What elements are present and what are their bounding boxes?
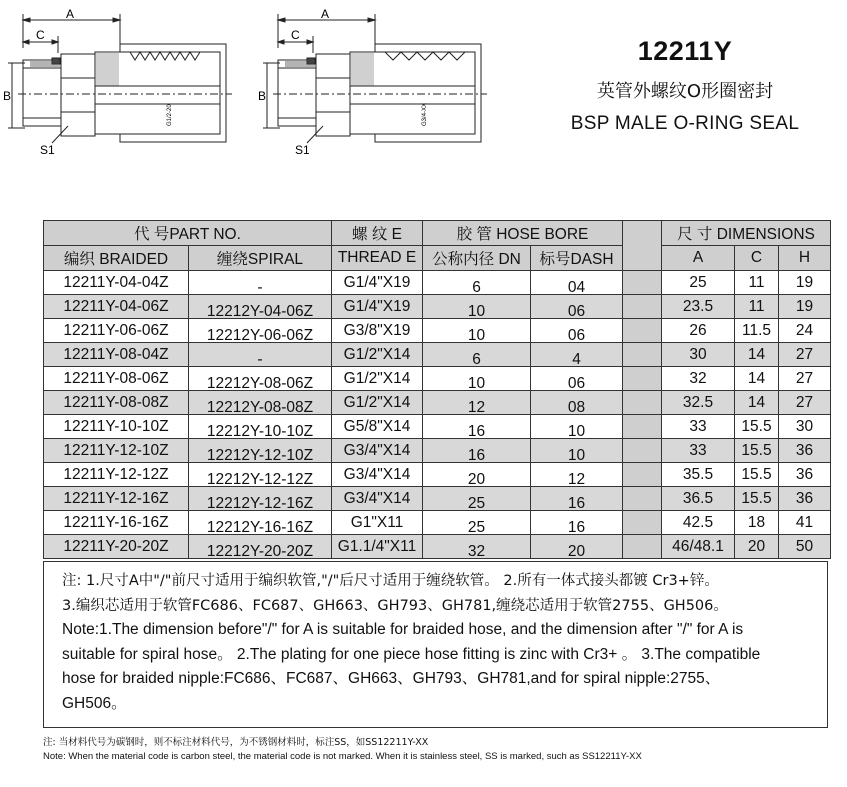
header-spiral: 缠绕SPIRAL <box>189 246 332 271</box>
cell-spiral <box>189 511 332 535</box>
table-row <box>44 391 831 415</box>
cell-spiral <box>189 319 332 343</box>
header-part-no: 代 号PART NO. <box>44 221 332 246</box>
cell-thread: G1/2"X14 <box>332 391 423 415</box>
cell-spiral <box>189 415 332 439</box>
header-hose-bore: 胶 管 HOSE BORE <box>423 221 623 246</box>
header-c: C <box>735 246 779 271</box>
cell-dn <box>423 439 531 463</box>
header-braided: 编织 BRAIDED <box>44 246 189 271</box>
dim-s1-label: S1 <box>295 143 310 157</box>
product-name-en: BSP MALE O-RING SEAL <box>570 113 800 134</box>
cell-c: 14 <box>735 391 779 415</box>
cell-h: 30 <box>779 415 831 439</box>
table-row <box>44 415 831 439</box>
cell-spiral <box>189 487 332 511</box>
footer-en: Note: When the material code is carbon steel, the material code is not marked. When it is stainless steel, SS is marked, such as SS12211Y-XX <box>43 751 642 762</box>
cell-dn <box>423 391 531 415</box>
cell-thread: G3/4"X14 <box>332 463 423 487</box>
cell-dn <box>423 487 531 511</box>
cell-spiral <box>189 343 332 367</box>
cell-a: 25 <box>662 271 735 295</box>
cell-braided: 12211Y-16-16Z <box>44 511 189 535</box>
cell-spiral-text: - <box>257 350 263 367</box>
cell-dash <box>531 343 623 367</box>
cell-braided: 12211Y-08-06Z <box>44 367 189 391</box>
dim-a-label: A <box>321 8 330 21</box>
cell-dn <box>423 295 531 319</box>
cell-blank <box>623 343 662 367</box>
cell-c: 15.5 <box>735 463 779 487</box>
cell-a: 32 <box>662 367 735 391</box>
header-dash: 标号DASH <box>531 246 623 271</box>
cell-blank <box>623 535 662 559</box>
notes-box <box>43 561 828 728</box>
cell-dn <box>423 535 531 559</box>
cell-c: 18 <box>735 511 779 535</box>
header-h: H <box>779 246 831 271</box>
cell-h: 19 <box>779 271 831 295</box>
cell-spiral-text: 12212Y-04-06Z <box>206 302 314 319</box>
dim-b-label: B <box>258 89 267 103</box>
table-row <box>44 439 831 463</box>
cell-blank <box>623 439 662 463</box>
cell-thread: G3/4"X14 <box>332 487 423 511</box>
table-row <box>44 295 831 319</box>
cell-spiral-text: 12212Y-12-12Z <box>206 470 314 487</box>
note-en-line-2: suitable for spiral hose。 2.The plating for one piece hose fitting is zinc with Cr3+ 。 3.The compatible <box>62 645 761 663</box>
cell-braided: 12211Y-10-10Z <box>44 415 189 439</box>
cell-h: 19 <box>779 295 831 319</box>
cell-h: 36 <box>779 487 831 511</box>
cell-braided: 12211Y-04-04Z <box>44 271 189 295</box>
table-row <box>44 271 831 295</box>
dim-c-label: C <box>291 28 300 42</box>
cell-dn-text: 16 <box>467 422 486 439</box>
cell-thread: G3/4"X14 <box>332 439 423 463</box>
cell-a: 35.5 <box>662 463 735 487</box>
table-row <box>44 319 831 343</box>
cell-spiral-text: 12212Y-16-16Z <box>206 518 314 535</box>
cell-braided: 12211Y-04-06Z <box>44 295 189 319</box>
cell-h: 24 <box>779 319 831 343</box>
dim-s1-label: S1 <box>40 143 55 157</box>
cell-braided: 12211Y-08-04Z <box>44 343 189 367</box>
note-en-line-4: GH506。 <box>62 694 127 712</box>
cell-thread: G1/2"X14 <box>332 343 423 367</box>
cell-h: 36 <box>779 463 831 487</box>
cell-a: 33 <box>662 415 735 439</box>
cell-dn-text: 16 <box>467 446 486 463</box>
cell-h: 41 <box>779 511 831 535</box>
product-name-cn: 英管外螺纹O形圈密封 <box>596 81 774 102</box>
cell-braided: 12211Y-12-12Z <box>44 463 189 487</box>
header-a: A <box>662 246 735 271</box>
cell-blank <box>623 295 662 319</box>
cell-a: 46/48.1 <box>662 535 735 559</box>
cell-dash <box>531 295 623 319</box>
cell-spiral-text: 12212Y-08-06Z <box>206 374 314 391</box>
cell-spiral-text: 12212Y-20-20Z <box>206 542 314 559</box>
cell-dn-text: 25 <box>467 494 486 511</box>
table-row <box>44 463 831 487</box>
cell-blank <box>623 487 662 511</box>
cell-braided: 12211Y-12-16Z <box>44 487 189 511</box>
note-cn-line-2: 3.编织芯适用于软管FC686、FC687、GH663、GH793、GH781,缠绕芯适用于软管2755、GH506。 <box>62 597 728 614</box>
cell-dash-text: 12 <box>567 470 586 487</box>
cell-blank <box>623 367 662 391</box>
cell-c: 15.5 <box>735 439 779 463</box>
footer-cn: 注: 当材料代号为碳钢时，则不标注材料代号，为不锈钢材料时，标注SS，如SS12211Y-XX <box>43 737 429 748</box>
table-row <box>44 487 831 511</box>
cell-a: 36.5 <box>662 487 735 511</box>
cell-h: 27 <box>779 343 831 367</box>
cell-blank <box>623 319 662 343</box>
product-code: 12211Y <box>637 36 733 66</box>
cell-dn <box>423 367 531 391</box>
cell-a: 23.5 <box>662 295 735 319</box>
cell-thread: G1.1/4"X11 <box>332 535 423 559</box>
footer-notes <box>43 736 833 764</box>
cell-c: 20 <box>735 535 779 559</box>
cell-a: 26 <box>662 319 735 343</box>
table-body <box>44 271 831 559</box>
note-cn-line-1: 注: 1.尺寸A中"/"前尺寸适用于编织软管,"/"后尺寸适用于缠绕软管。 2.所有一体式接头都镀 Cr3+锌。 <box>62 573 719 589</box>
cell-h: 27 <box>779 391 831 415</box>
cell-h: 50 <box>779 535 831 559</box>
dim-a-label: A <box>66 8 75 21</box>
cell-blank <box>623 463 662 487</box>
cell-dash <box>531 319 623 343</box>
cell-dash <box>531 487 623 511</box>
cell-blank <box>623 391 662 415</box>
cell-blank <box>623 415 662 439</box>
cell-c: 11.5 <box>735 319 779 343</box>
cell-spiral <box>189 367 332 391</box>
cell-c: 14 <box>735 343 779 367</box>
cell-dash-text: 16 <box>567 518 586 535</box>
cell-dn <box>423 271 531 295</box>
cell-blank <box>623 511 662 535</box>
cell-spiral-text: 12212Y-06-06Z <box>206 326 314 343</box>
cell-dash-text: 20 <box>567 542 586 559</box>
cell-braided: 12211Y-06-06Z <box>44 319 189 343</box>
cell-dash-text: 16 <box>567 494 586 511</box>
cell-spiral <box>189 271 332 295</box>
cell-braided: 12211Y-12-10Z <box>44 439 189 463</box>
cell-braided: 12211Y-20-20Z <box>44 535 189 559</box>
cell-dash-text: 4 <box>572 350 581 367</box>
cell-spiral <box>189 463 332 487</box>
cell-dn-text: 10 <box>467 374 486 391</box>
cell-spiral-text: 12212Y-08-08Z <box>206 398 314 415</box>
cell-spiral <box>189 439 332 463</box>
cell-dn-text: 6 <box>472 350 481 367</box>
cell-dn-text: 10 <box>467 326 486 343</box>
dim-c-label: C <box>36 28 45 42</box>
dim-b-label: B <box>3 89 12 103</box>
spec-table <box>43 220 831 559</box>
cell-h: 36 <box>779 439 831 463</box>
note-en-line-1: Note:1.The dimension before"/" for A is suitable for braided hose, and the dimension after "/" for A is <box>62 621 744 638</box>
cell-thread: G5/8"X14 <box>332 415 423 439</box>
cell-dash <box>531 391 623 415</box>
cell-dn <box>423 343 531 367</box>
cell-spiral-text: 12212Y-10-10Z <box>206 422 314 439</box>
cell-c: 11 <box>735 295 779 319</box>
cell-dn <box>423 511 531 535</box>
cell-spiral <box>189 535 332 559</box>
table-row <box>44 367 831 391</box>
cell-dash-text: 06 <box>567 326 586 343</box>
cell-spiral <box>189 391 332 415</box>
cell-dash-text: 04 <box>567 278 586 295</box>
cell-dash-text: 06 <box>567 374 586 391</box>
table-row <box>44 535 831 559</box>
cell-dash <box>531 511 623 535</box>
cell-dash-text: 06 <box>567 302 586 319</box>
cell-h: 27 <box>779 367 831 391</box>
cell-thread: G1/2"X14 <box>332 367 423 391</box>
fitting-drawing-spiral <box>255 8 505 168</box>
cell-dn-text: 10 <box>467 302 486 319</box>
thread-label: G3/4-XX <box>422 102 428 126</box>
header-thread-cn: 螺 纹 E <box>332 221 423 246</box>
cell-dash-text: 08 <box>567 398 586 415</box>
cell-a: 42.5 <box>662 511 735 535</box>
cell-dn-text: 6 <box>472 278 481 295</box>
cell-a: 30 <box>662 343 735 367</box>
cell-dash <box>531 463 623 487</box>
cell-spiral-text: - <box>257 278 263 295</box>
title-block <box>540 36 830 135</box>
cell-thread: G1/4"X19 <box>332 271 423 295</box>
cell-thread: G1"X11 <box>332 511 423 535</box>
cell-spiral-text: 12212Y-12-16Z <box>206 494 314 511</box>
cell-dn-text: 25 <box>467 518 486 535</box>
cell-blank <box>623 271 662 295</box>
cell-spiral <box>189 295 332 319</box>
header-dn: 公称内径 DN <box>423 246 531 271</box>
cell-dash <box>531 415 623 439</box>
cell-dn-text: 12 <box>467 398 486 415</box>
fitting-drawing-braided <box>0 8 250 168</box>
cell-c: 11 <box>735 271 779 295</box>
table-row <box>44 511 831 535</box>
cell-dn <box>423 319 531 343</box>
cell-c: 15.5 <box>735 487 779 511</box>
cell-c: 14 <box>735 367 779 391</box>
cell-dash <box>531 367 623 391</box>
cell-dash <box>531 271 623 295</box>
header-blank <box>623 221 662 271</box>
cell-dash <box>531 439 623 463</box>
cell-dash <box>531 535 623 559</box>
cell-dash-text: 10 <box>567 422 586 439</box>
cell-c: 15.5 <box>735 415 779 439</box>
header-thread-e: THREAD E <box>332 246 423 271</box>
cell-a: 32.5 <box>662 391 735 415</box>
note-en-line-3: hose for braided nipple:FC686、FC687、GH663、GH793、GH781,and for spiral nipple:2755、 <box>62 670 721 687</box>
thread-label: G1/2-20 <box>167 104 173 126</box>
cell-a: 33 <box>662 439 735 463</box>
cell-thread: G3/8"X19 <box>332 319 423 343</box>
cell-dn-text: 20 <box>467 470 486 487</box>
cell-dn <box>423 463 531 487</box>
table-row <box>44 343 831 367</box>
cell-dash-text: 10 <box>567 446 586 463</box>
header-dimensions: 尺 寸 DIMENSIONS <box>662 221 831 246</box>
cell-dn-text: 32 <box>467 542 486 559</box>
cell-braided: 12211Y-08-08Z <box>44 391 189 415</box>
cell-spiral-text: 12212Y-12-10Z <box>206 446 314 463</box>
cell-thread: G1/4"X19 <box>332 295 423 319</box>
cell-dn <box>423 415 531 439</box>
